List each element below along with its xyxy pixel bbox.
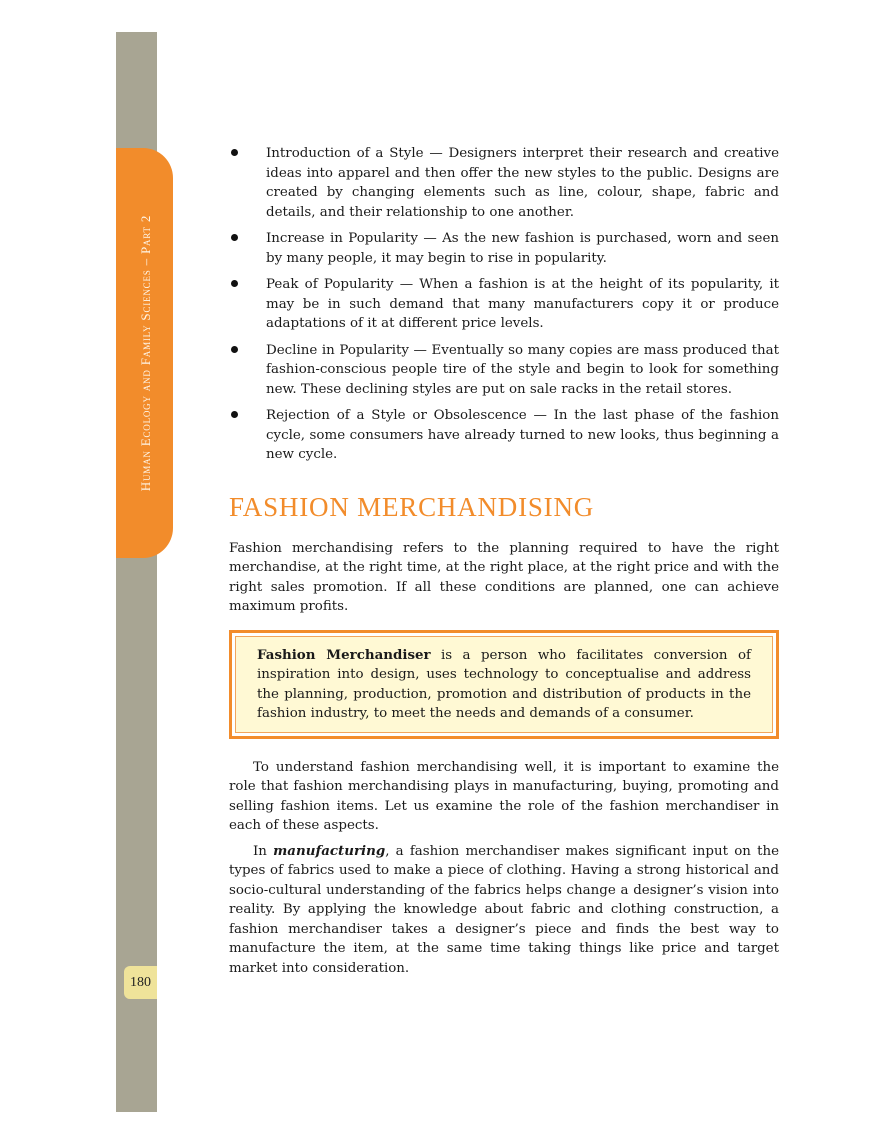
paragraph-lead: In bbox=[253, 843, 274, 859]
section-heading: FASHION MERCHANDISING bbox=[229, 491, 595, 522]
list-item bbox=[229, 406, 779, 465]
fashion-cycle-list bbox=[229, 144, 779, 465]
list-item-text: Introduction of a Style — Designers interpret their research and creative ideas into apparel and then offer the new styles to the public. Designs are created by changing elements such as line, colour, shape, fabric and details, and their relationship to one another. bbox=[266, 146, 779, 220]
bullet-icon bbox=[231, 280, 238, 287]
bullet-icon bbox=[231, 234, 238, 241]
list-item-text: Increase in Popularity — As the new fashion is purchased, worn and seen by many people, it may begin to rise in popularity. bbox=[266, 231, 779, 266]
definition-box-inner bbox=[235, 636, 773, 733]
intro-paragraph: Fashion merchandising refers to the planning required to have the right merchandise, at the right time, at the right place, at the right price and with the right sales promotion. If all these conditions are planned, one can achieve maximum profits. bbox=[229, 540, 779, 614]
definition-term: Fashion Merchandiser bbox=[257, 646, 431, 663]
bullet-icon bbox=[231, 149, 238, 156]
body-paragraph-manufacturing bbox=[229, 842, 779, 979]
bullet-icon bbox=[231, 346, 238, 353]
bullet-icon bbox=[231, 411, 238, 418]
list-item-text: Rejection of a Style or Obsolescence — In the last phase of the fashion cycle, some consumers have already turned to new looks, thus beginning a new cycle. bbox=[266, 408, 779, 462]
list-item bbox=[229, 275, 779, 334]
list-item-text: Decline in Popularity — Eventually so many copies are mass produced that fashion-conscious people tire of the style and begin to look for something new. These declining styles are put on sale racks in the retail stores. bbox=[266, 342, 779, 397]
list-item bbox=[229, 144, 779, 222]
list-item bbox=[229, 341, 779, 400]
list-item bbox=[229, 229, 779, 268]
paragraph-body: , a fashion merchandiser makes significant input on the types of fabrics used to make a piece of clothing. Having a strong historical and socio-cultural understanding of the fabrics helps change a designer’s vision into reality. By applying the knowledge about fabric and clothing construction, a fashion merchandiser takes a designer’s piece and finds the best way to manufacture the item, at the same time taking things like price and target market into consideration. bbox=[229, 843, 780, 976]
emphasis-term: manufacturing bbox=[273, 842, 386, 859]
page-content bbox=[229, 144, 779, 984]
body-paragraph: To understand fashion merchandising well, it is important to examine the role that fashion merchandising plays in manufacturing, buying, promoting and selling fashion items. Let us examine the role of the fashion merchandiser in each of these aspects. bbox=[229, 759, 779, 833]
list-item-text: Peak of Popularity — When a fashion is at the height of its popularity, it may be in such demand that many manufacturers copy it or produce adaptations of it at different price levels. bbox=[266, 277, 779, 331]
running-head: Human Ecology and Family Sciences – Part 2 bbox=[138, 214, 153, 492]
definition-box bbox=[229, 630, 779, 739]
definition-text: is a person who facilitates conversion of inspiration into design, uses technology to conceptualise and address the planning, production, promotion and distribution of products in the fashion industry, to meet the needs and demands of a consumer. bbox=[257, 647, 751, 721]
page-number: 180 bbox=[124, 966, 157, 999]
